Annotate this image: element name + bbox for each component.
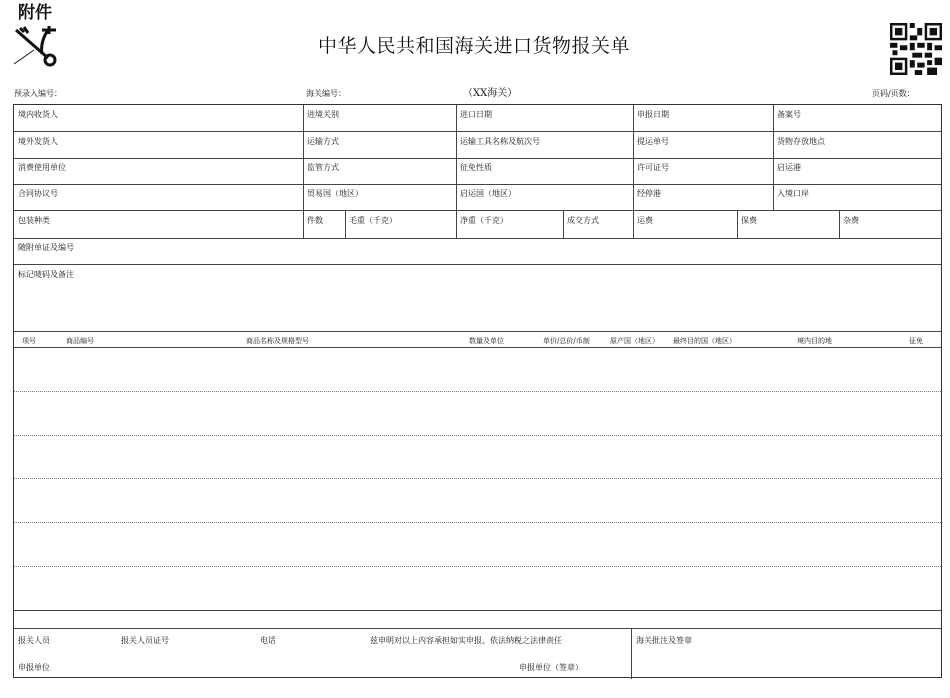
col-origin-country: 原产国（地区）: [610, 337, 659, 345]
pre-entry-number-label: 预录入编号：: [14, 89, 62, 98]
field-transaction-mode[interactable]: 成交方式: [567, 216, 599, 225]
field-phone[interactable]: 电话: [260, 636, 276, 645]
field-overseas-consignor[interactable]: 境外发货人: [18, 137, 58, 146]
col-quantity-unit: 数量及单位: [469, 337, 504, 345]
field-license-number[interactable]: 许可证号: [637, 163, 669, 172]
field-insurance[interactable]: 保费: [741, 216, 757, 225]
field-goods-location[interactable]: 货物存放地点: [777, 137, 825, 146]
field-departure-port[interactable]: 启运港: [777, 163, 801, 172]
declaration-statement: 兹申明对以上内容承担如实申报、依法纳税之法律责任: [370, 636, 562, 645]
customs-number-label: 海关编号：: [306, 89, 346, 98]
col-destination-country: 最终目的国（地区）: [673, 337, 736, 345]
attachment-label: 附件: [18, 3, 52, 23]
field-customs-approval[interactable]: 海关批注及签章: [636, 636, 692, 645]
field-bill-of-lading[interactable]: 提运单号: [637, 137, 669, 146]
field-transit-port[interactable]: 经停港: [637, 189, 661, 198]
form-title: 中华人民共和国海关进口货物报关单: [318, 35, 631, 57]
col-domestic-destination: 境内目的地: [797, 337, 832, 345]
field-misc-charges[interactable]: 杂费: [843, 216, 859, 225]
field-vessel-voyage[interactable]: 运输工具名称及航次号: [460, 137, 540, 146]
declaration-form-table: [13, 104, 942, 678]
field-import-date[interactable]: 进口日期: [460, 110, 492, 119]
field-domestic-consignee[interactable]: 境内收货人: [18, 110, 58, 119]
col-item-no: 项号: [22, 337, 36, 345]
field-transport-mode[interactable]: 运输方式: [307, 137, 339, 146]
field-declaring-unit[interactable]: 申报单位: [18, 663, 50, 672]
field-entry-customs[interactable]: 进境关别: [307, 110, 339, 119]
customs-emblem-icon: [12, 24, 64, 68]
field-supervision-mode[interactable]: 监管方式: [307, 163, 339, 172]
field-entry-port[interactable]: 入境口岸: [777, 189, 809, 198]
field-attached-documents[interactable]: 随附单证及编号: [18, 243, 74, 252]
field-package-count[interactable]: 件数: [307, 216, 323, 225]
field-contract-number[interactable]: 合同协议号: [18, 189, 58, 198]
field-consumer-unit[interactable]: 消费使用单位: [18, 163, 66, 172]
field-package-type[interactable]: 包装种类: [18, 216, 50, 225]
field-declarant[interactable]: 报关人员: [18, 636, 50, 645]
field-declarant-id[interactable]: 报关人员证号: [121, 636, 169, 645]
col-price-currency: 单价/总价/币制: [543, 337, 590, 345]
col-commodity-code: 商品编号: [66, 337, 94, 345]
field-levy-nature[interactable]: 征免性质: [460, 163, 492, 172]
page-count-label: 页码/页数：: [872, 89, 915, 98]
field-freight[interactable]: 运费: [637, 216, 653, 225]
field-declaring-unit-seal[interactable]: 申报单位（签章）: [519, 663, 583, 672]
col-commodity-name: 商品名称及规格型号: [246, 337, 309, 345]
field-trading-country[interactable]: 贸易国（地区）: [307, 189, 363, 198]
customs-office-name: （XX海关）: [463, 88, 518, 99]
field-record-number[interactable]: 备案号: [777, 110, 801, 119]
qr-code-icon: [890, 23, 942, 75]
field-marks-remarks[interactable]: 标记唛码及备注: [18, 270, 74, 279]
field-declaration-date[interactable]: 申报日期: [637, 110, 669, 119]
field-gross-weight[interactable]: 毛重（千克）: [349, 216, 397, 225]
col-levy-exemption: 征免: [909, 337, 923, 345]
field-departure-country[interactable]: 启运国（地区）: [460, 189, 516, 198]
field-net-weight[interactable]: 净重（千克）: [460, 216, 508, 225]
